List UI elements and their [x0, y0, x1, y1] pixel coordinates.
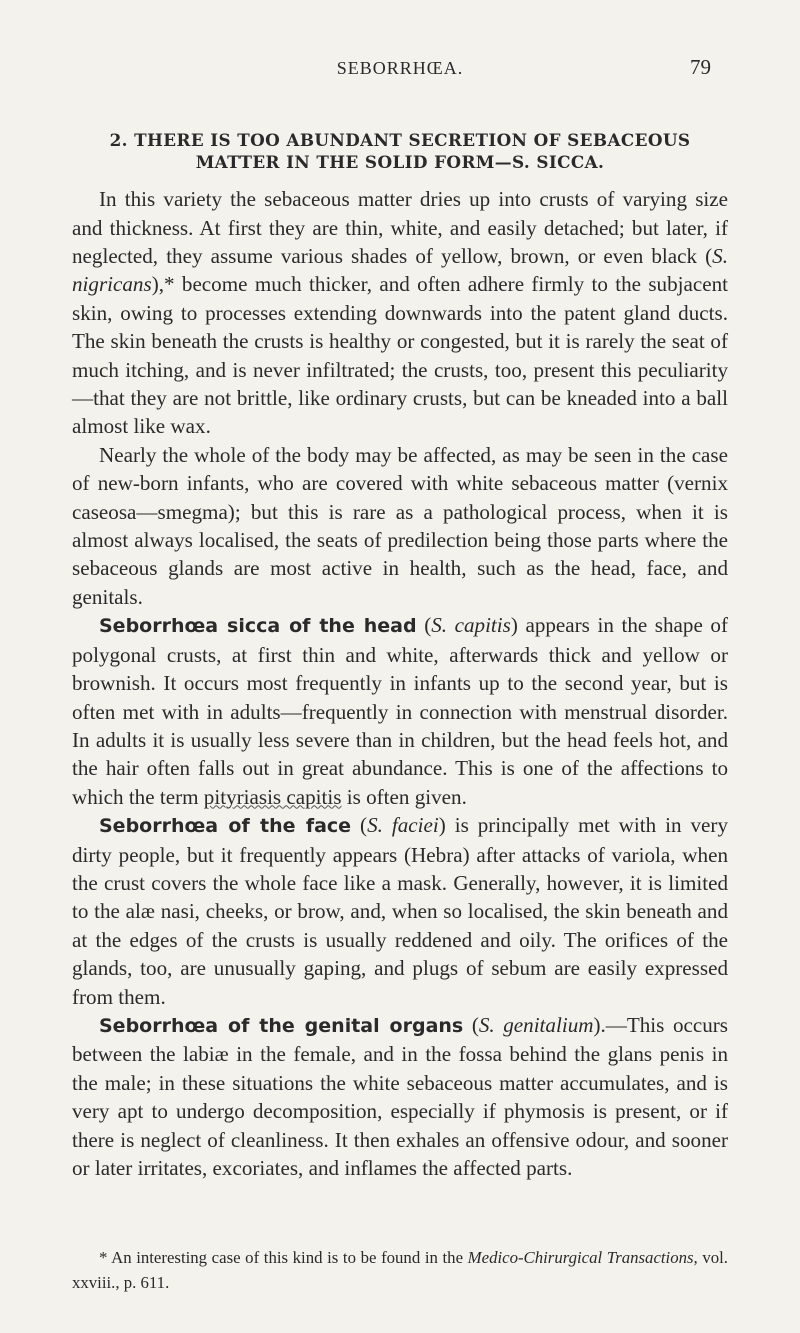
p5-lead: Seborrhœa of the genital organs — [99, 1014, 464, 1037]
paragraph-1 — [72, 185, 728, 441]
p1-text-a: In this variety the sebaceous matter dries up into crusts of varying size and thickness. At first they are thin, white, and easily detached; but later, if neglected, they assume various shades of yellow, brown, or even black ( — [72, 187, 728, 268]
p5-text-a: ( — [463, 1012, 479, 1037]
paragraph-3 — [72, 611, 728, 811]
paragraph-2: Nearly the whole of the body may be affected, as may be seen in the case of new-born infants, who are covered with white sebaceous matter (vernix caseosa—smegma); but this is rare as a pathological process, when it is almost always localised, the seats of predilection being those parts where the sebaceous glands are most active in health, such as the head, face, and genitals. — [72, 442, 728, 609]
paragraph-4 — [72, 811, 728, 1011]
p5-italic: S. genitalium — [478, 1012, 594, 1037]
p1-text-b: ),* become much thicker, and often adhere firmly to the subjacent skin, owing to processes extending downwards into the patent gland ducts. The skin beneath the crusts is healthy or congested, but it is rarely the seat of much itching, and is never infiltrated; the crusts, too, present this peculiarity—that they are not brittle, like ordinary crusts, but can be kneaded into a ball almost like wax. — [72, 272, 728, 439]
p3-italic: S. capitis — [431, 613, 511, 638]
main-text — [72, 130, 728, 1182]
footnote-journal: Medico-Chirurgical Transactions — [467, 1248, 694, 1267]
p5-text-b: ).—This occurs between the labiæ in the female, and in the fossa behind the glans penis in the male; in these situations the white sebaceous matter accumulates, and is very apt to undergo decomposition, especially if phymosis is present, or if there is neglect of cleanliness. It then exhales an offensive odour, and sooner or later irritates, excoriates, and inflames the affected parts. — [72, 1012, 728, 1180]
p3-lead: Seborrhœa sicca of the head — [99, 615, 417, 638]
page-number: 79 — [690, 55, 711, 79]
footnote — [72, 1245, 728, 1295]
p4-lead: Seborrhœa of the face — [99, 815, 352, 838]
p3-text-a: ( — [416, 613, 432, 638]
footnote-text-a: * An interesting case of this kind is to be found in the — [99, 1248, 468, 1267]
running-title: SEBORRHŒA. — [336, 58, 464, 78]
footnote-text-b: , vol. xxviii., p. 611. — [72, 1248, 728, 1292]
p1-italic: S. nigricans — [72, 244, 728, 297]
p3-text-c: is often given. — [341, 784, 467, 809]
section-heading — [72, 130, 728, 173]
p4-text-b: ) is principally met with in very dirty people, but it frequently appears (Hebra) after attacks of variola, when the crust covers the whole face like a mask. Generally, however, it is limited to the alæ nasi, cheeks, or brow, and, when so localised, the skin beneath and at the edges of the crusts is usually reddened and oily. The orifices of the glands, too, are unusually gaping, and plugs of sebum are easily expressed from them. — [72, 813, 728, 1009]
paragraph-5 — [72, 1011, 728, 1182]
p4-italic: S. faciei — [367, 813, 439, 838]
page-header — [0, 55, 800, 88]
p3-text-b: ) appears in the shape of polygonal crusts, at first thin and white, afterwards thick and yellow or brownish. It occurs most frequently in infants up to the second year, but is often met with in adults—frequently in connection with menstrual disorder. In adults it is usually less severe than in children, but the head feels hot, and the hair often falls out in great abundance. This is one of the affections to which the term — [72, 613, 728, 809]
p4-text-a: ( — [351, 813, 368, 838]
section-heading-line-2: MATTER IN THE SOLID FORM—S. SICCA. — [195, 151, 605, 172]
p3-underlined-term: pityriasis capitis — [203, 784, 342, 809]
section-heading-line-1: 2. THERE IS TOO ABUNDANT SECRETION OF SEBACEOUS — [109, 130, 691, 150]
